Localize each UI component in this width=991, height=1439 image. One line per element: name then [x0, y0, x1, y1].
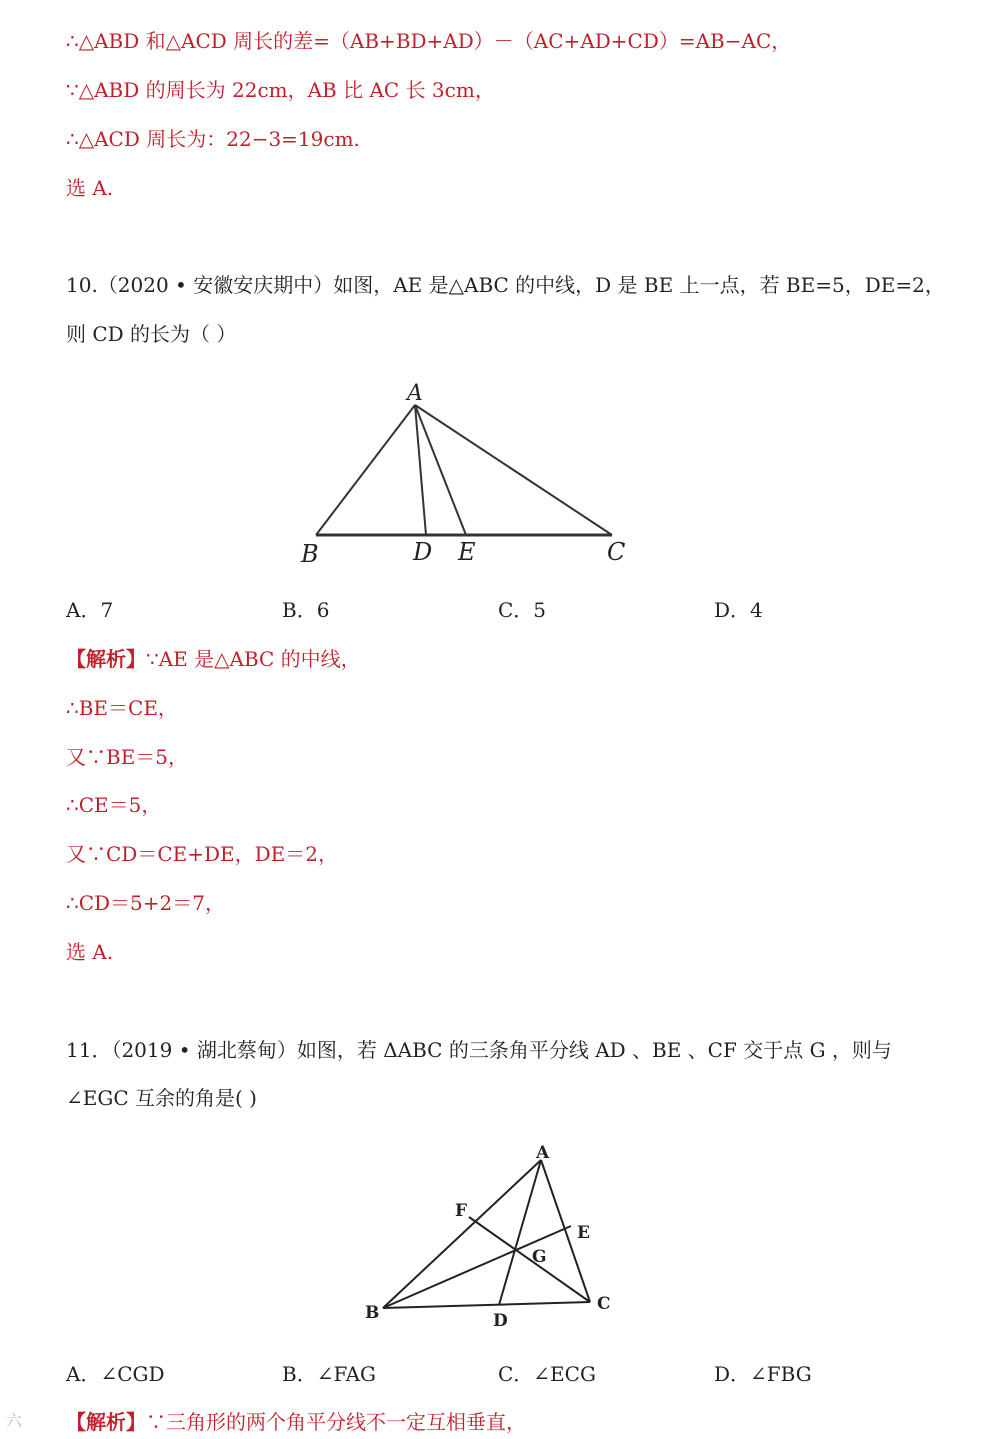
prev-solution-line-4: 选 A. [66, 176, 114, 200]
q10-analysis-tag: 【解析】 [66, 647, 146, 671]
q11-segment-bc [383, 1302, 590, 1308]
q10-option-d: D．4 [714, 598, 763, 622]
q11-analysis [66, 1408, 526, 1436]
q11-label-a: A [536, 1143, 550, 1163]
q11-segment-ab [383, 1160, 541, 1308]
q11-stem-line-2: ∠EGC 互余的角是( ) [66, 1086, 257, 1110]
q10-solution-line-4: 又∵CD＝CE+DE，DE＝2， [66, 842, 338, 866]
q11-option-a: A．∠CGD [66, 1362, 165, 1386]
q10-segment-ab [316, 405, 415, 535]
q10-solution-line-6: 选 A. [66, 940, 114, 964]
q11-option-d: D．∠FBG [714, 1362, 812, 1386]
q10-label-b: B [301, 540, 319, 568]
q11-label-f: F [455, 1201, 468, 1221]
prev-solution-line-2: ∵△ABD 的周长为 22cm，AB 比 AC 长 3cm， [66, 78, 495, 102]
q10-analysis-first: ∵AE 是△ABC 的中线， [146, 647, 361, 671]
q10-solution-line-3: ∴CE＝5， [66, 793, 162, 817]
prev-solution-line-3: ∴△ACD 周长为：22−3=19cm. [66, 127, 360, 151]
prev-solution-line-1: ∴△ABD 和△ACD 周长的差=（AB+BD+AD）－（AC+AD+CD）=AB−AC， [66, 29, 792, 53]
q10-option-c: C．5 [498, 598, 547, 622]
q10-solution-line-5: ∴CD＝5+2＝7， [66, 891, 225, 915]
q10-stem-line-1: 10.（2020 • 安徽安庆期中）如图，AE 是△ABC 的中线，D 是 BE 上一点，若 BE=5，DE=2， [66, 273, 945, 297]
q11-segment-be [383, 1226, 571, 1308]
q11-label-d: D [493, 1311, 508, 1331]
q11-option-c: C．∠ECG [498, 1362, 596, 1386]
q10-segment-ac [415, 405, 612, 535]
q11-segment-cf [469, 1217, 590, 1302]
q10-label-a: A [407, 381, 423, 406]
q10-segment-ae [415, 405, 466, 535]
q10-label-c: C [607, 538, 626, 566]
q11-stem-line-1: 11．（2019 • 湖北蔡甸）如图，若 ΔABC 的三条角平分线 AD 、BE 、CF 交于点 G ，则与 [66, 1038, 892, 1062]
q10-label-e: E [458, 538, 476, 566]
q11-label-c: C [597, 1294, 611, 1314]
q11-option-b: B．∠FAG [282, 1362, 377, 1386]
q10-option-a: A．7 [66, 598, 114, 622]
q11-label-g: G [532, 1247, 547, 1267]
q10-stem-line-2: 则 CD 的长为（ ） [66, 322, 237, 346]
q10-analysis [66, 645, 361, 673]
q11-label-b: B [365, 1303, 380, 1323]
q10-label-d: D [413, 538, 433, 566]
watermark: 六 [6, 1411, 23, 1430]
q11-label-e: E [577, 1223, 590, 1243]
q11-analysis-first: ∵三角形的两个角平分线不一定互相垂直， [146, 1410, 526, 1434]
q11-segment-ac [541, 1160, 590, 1302]
q10-solution-line-2: 又∵BE＝5， [66, 745, 189, 769]
q11-analysis-tag: 【解析】 [66, 1410, 146, 1434]
q10-solution-line-1: ∴BE＝CE， [66, 696, 178, 720]
q10-option-b: B．6 [282, 598, 330, 622]
q11-segment-ad [499, 1160, 541, 1305]
q10-segment-ad [415, 405, 426, 535]
